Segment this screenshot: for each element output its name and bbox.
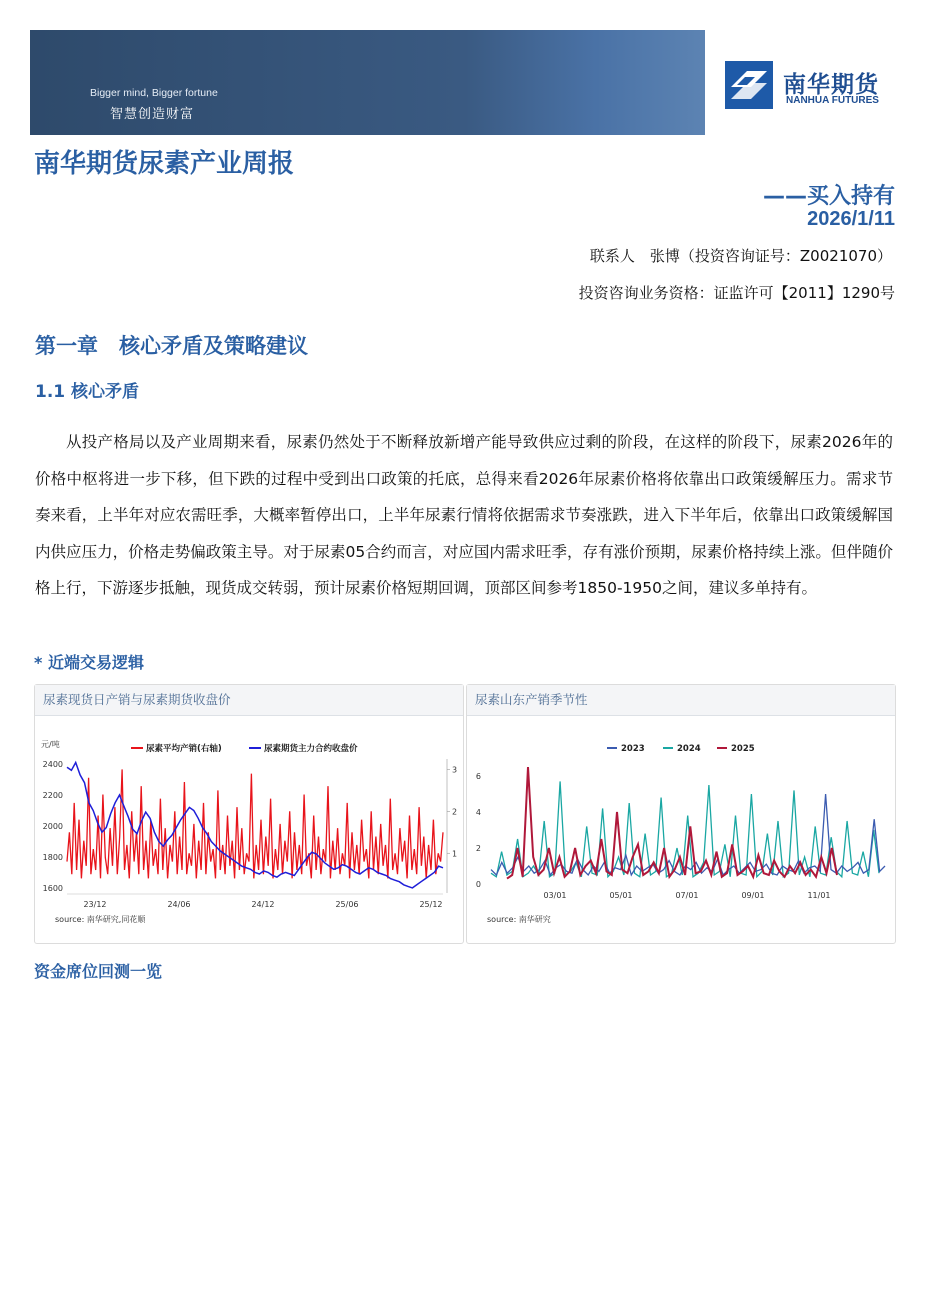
right-y-tick-label: 1 <box>452 849 458 859</box>
nanhua-logo-icon <box>725 61 773 109</box>
tagline-english: Bigger mind, Bigger fortune <box>90 87 218 99</box>
x-tick-label: 25/12 <box>419 900 443 909</box>
fund-seat-heading: 资金席位回测一览 <box>34 962 163 981</box>
x-tick-label: 09/01 <box>741 891 765 900</box>
seasonal-chart <box>467 716 895 943</box>
x-tick-label: 03/01 <box>543 891 567 900</box>
chart-source-note: source: 南华研究,同花顺 <box>55 915 146 924</box>
y-tick-label: 1600 <box>42 883 63 893</box>
section-title: 1.1 核心矛盾 <box>35 382 140 402</box>
logo-english-name: NANHUA FUTURES <box>786 95 879 106</box>
x-tick-label: 24/06 <box>167 900 191 909</box>
y-tick-label: 4 <box>475 808 481 817</box>
price-sales-chart <box>35 716 463 943</box>
chart-panel-title: 尿素现货日产销与尿素期货收盘价 <box>35 685 463 716</box>
legend-label-sales: 尿素平均产销(右轴) <box>146 744 222 754</box>
tagline-chinese: 智慧创造财富 <box>110 107 195 122</box>
y-tick-label: 2 <box>475 844 481 853</box>
chart-panel-seasonal <box>466 684 896 944</box>
header-banner <box>30 30 900 135</box>
logo-chinese-name: 南华期货 <box>783 72 879 98</box>
chart-panel-title: 尿素山东产销季节性 <box>467 685 895 716</box>
core-contradiction-paragraph: 从投产格局以及产业周期来看，尿素仍然处于不断释放新增产能导致供应过剩的阶段，在这样的阶段下，尿素2026年的价格中枢将进一步下移，但下跌的过程中受到出口政策的托底，总得来看2026年尿素价格将依靠出口政策缓解压力。需求节奏来看，上半年对应农需旺季，大概率暂停出口，上半年尿素行情将依据需求节奏涨跌，进入下半年后，依靠出口政策缓解国内供应压力，价格走势偏政策主导。对于尿素05合约而言，对应国内需求旺季，存有涨价预期，尿素价格持续上涨。但伴随价格上行，下游逐步抵触，现货成交转弱，预计尿素价格短期回调，顶部区间参考1850-1950之间，建议多单持有。 <box>35 433 893 597</box>
legend-label-2025: 2025 <box>731 744 755 754</box>
y-tick-label: 0 <box>475 880 481 889</box>
series-line-sales <box>67 769 443 878</box>
chapter-title: 第一章 核心矛盾及策略建议 <box>35 334 308 358</box>
report-title: 南华期货尿素产业周报 <box>34 149 295 179</box>
qualification-info: 投资咨询业务资格：证监许可【2011】1290号 <box>578 284 895 302</box>
report-subtitle: ——买入持有 <box>762 184 895 209</box>
series-line-2023 <box>491 794 885 875</box>
x-tick-label: 11/01 <box>807 891 831 900</box>
right-y-tick-label: 2 <box>452 807 458 817</box>
y-tick-label: 1800 <box>42 852 63 862</box>
chart-source-note: source: 南华研究 <box>487 915 551 924</box>
y-tick-label: 6 <box>475 772 481 781</box>
x-tick-label: 25/06 <box>335 900 359 909</box>
contact-info: 联系人 张博（投资咨询证号：Z0021070） <box>589 247 892 265</box>
legend-label-price: 尿素期货主力合约收盘价 <box>264 744 358 754</box>
x-tick-label: 05/01 <box>609 891 633 900</box>
legend-label-2024: 2024 <box>677 744 701 754</box>
x-tick-label: 23/12 <box>83 900 107 909</box>
y-tick-label: 2000 <box>42 822 63 831</box>
x-tick-label: 24/12 <box>251 900 275 909</box>
y-axis-unit-label: 元/吨 <box>41 740 60 749</box>
y-tick-label: 2400 <box>42 760 63 770</box>
legend-label-2023: 2023 <box>621 744 645 754</box>
x-tick-label: 07/01 <box>675 891 699 900</box>
chart-panel-price-sales <box>34 684 464 944</box>
near-term-logic-heading: * 近端交易逻辑 <box>34 653 144 672</box>
right-y-tick-label: 3 <box>452 765 458 775</box>
report-date: 2026/1/11 <box>807 208 895 230</box>
y-tick-label: 2200 <box>42 791 63 801</box>
series-line-2025 <box>507 767 837 879</box>
company-logo <box>705 30 900 135</box>
